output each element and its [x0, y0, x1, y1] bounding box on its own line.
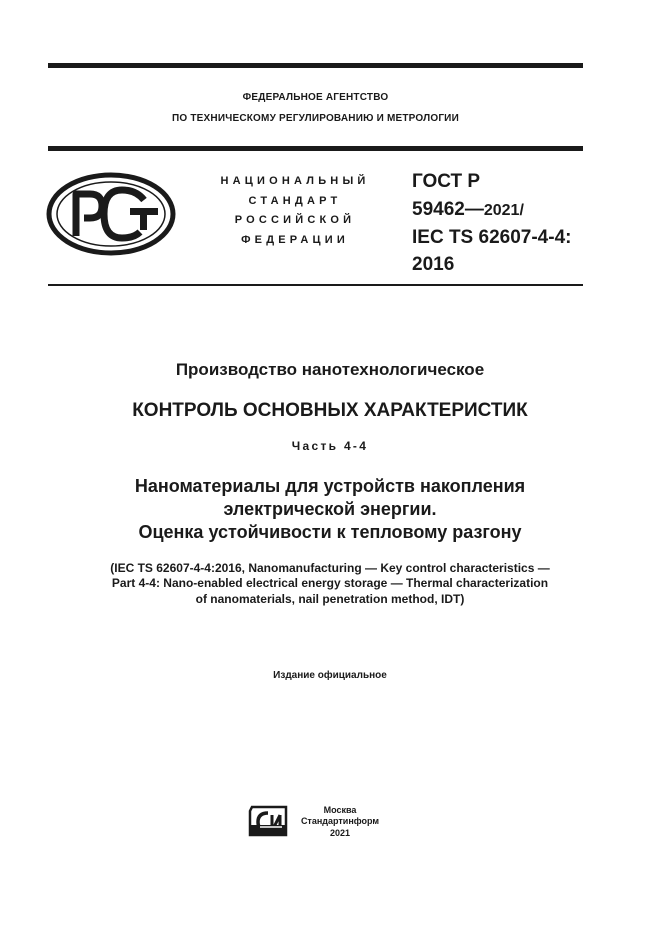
- publisher-year: 2021: [329, 828, 351, 838]
- gost-r-logo-icon: [46, 172, 176, 256]
- designation-line-1: ГОСТ Р: [412, 171, 481, 192]
- designation-year: 2021/: [483, 202, 524, 219]
- designation-line-3: IEC TS 62607-4-4:: [412, 227, 572, 248]
- standard-label-line-2: СТАНДАРТ: [248, 195, 342, 207]
- english-title-line-3: of nanomaterials, nail penetration method, IDT): [195, 592, 465, 606]
- publisher-name: Стандартинформ: [300, 816, 380, 826]
- main-title: КОНТРОЛЬ ОСНОВНЫХ ХАРАКТЕРИСТИК: [132, 400, 528, 421]
- english-title-line-2: Part 4-4: Nano-enabled electrical energy storage — Thermal characterization: [111, 576, 549, 590]
- designation-line-4: 2016: [412, 254, 455, 275]
- designation-number: 59462—: [412, 199, 484, 220]
- subtitle-line-1: Наноматериалы для устройств накопления: [134, 476, 526, 496]
- top-rule: [48, 63, 583, 68]
- subtitle-line-3: Оценка устойчивости к тепловому разгону: [138, 522, 522, 542]
- subtitle-line-2: электрической энергии.: [223, 499, 437, 519]
- standard-label-line-3: РОССИЙСКОЙ: [234, 214, 356, 226]
- designation-rule: [48, 284, 583, 286]
- production-title: Производство нанотехнологическое: [175, 360, 485, 379]
- english-title-line-1: (IEC TS 62607-4-4:2016, Nanomanufacturing — Key control characteristics —: [110, 561, 550, 575]
- agency-line-2: ПО ТЕХНИЧЕСКОМУ РЕГУЛИРОВАНИЮ И МЕТРОЛОГИИ: [172, 113, 459, 124]
- standard-label-line-1: НАЦИОНАЛЬНЫЙ: [220, 175, 370, 187]
- designation-line-2: [412, 196, 592, 225]
- standartinform-logo-icon: [248, 805, 288, 837]
- edition-label: Издание официальное: [273, 670, 387, 681]
- header-rule: [48, 146, 583, 151]
- part-number: Часть 4-4: [291, 439, 369, 453]
- agency-line-1: ФЕДЕРАЛЬНОЕ АГЕНТСТВО: [242, 92, 389, 103]
- standard-label-line-4: ФЕДЕРАЦИИ: [241, 234, 349, 246]
- publisher-city: Москва: [323, 805, 357, 815]
